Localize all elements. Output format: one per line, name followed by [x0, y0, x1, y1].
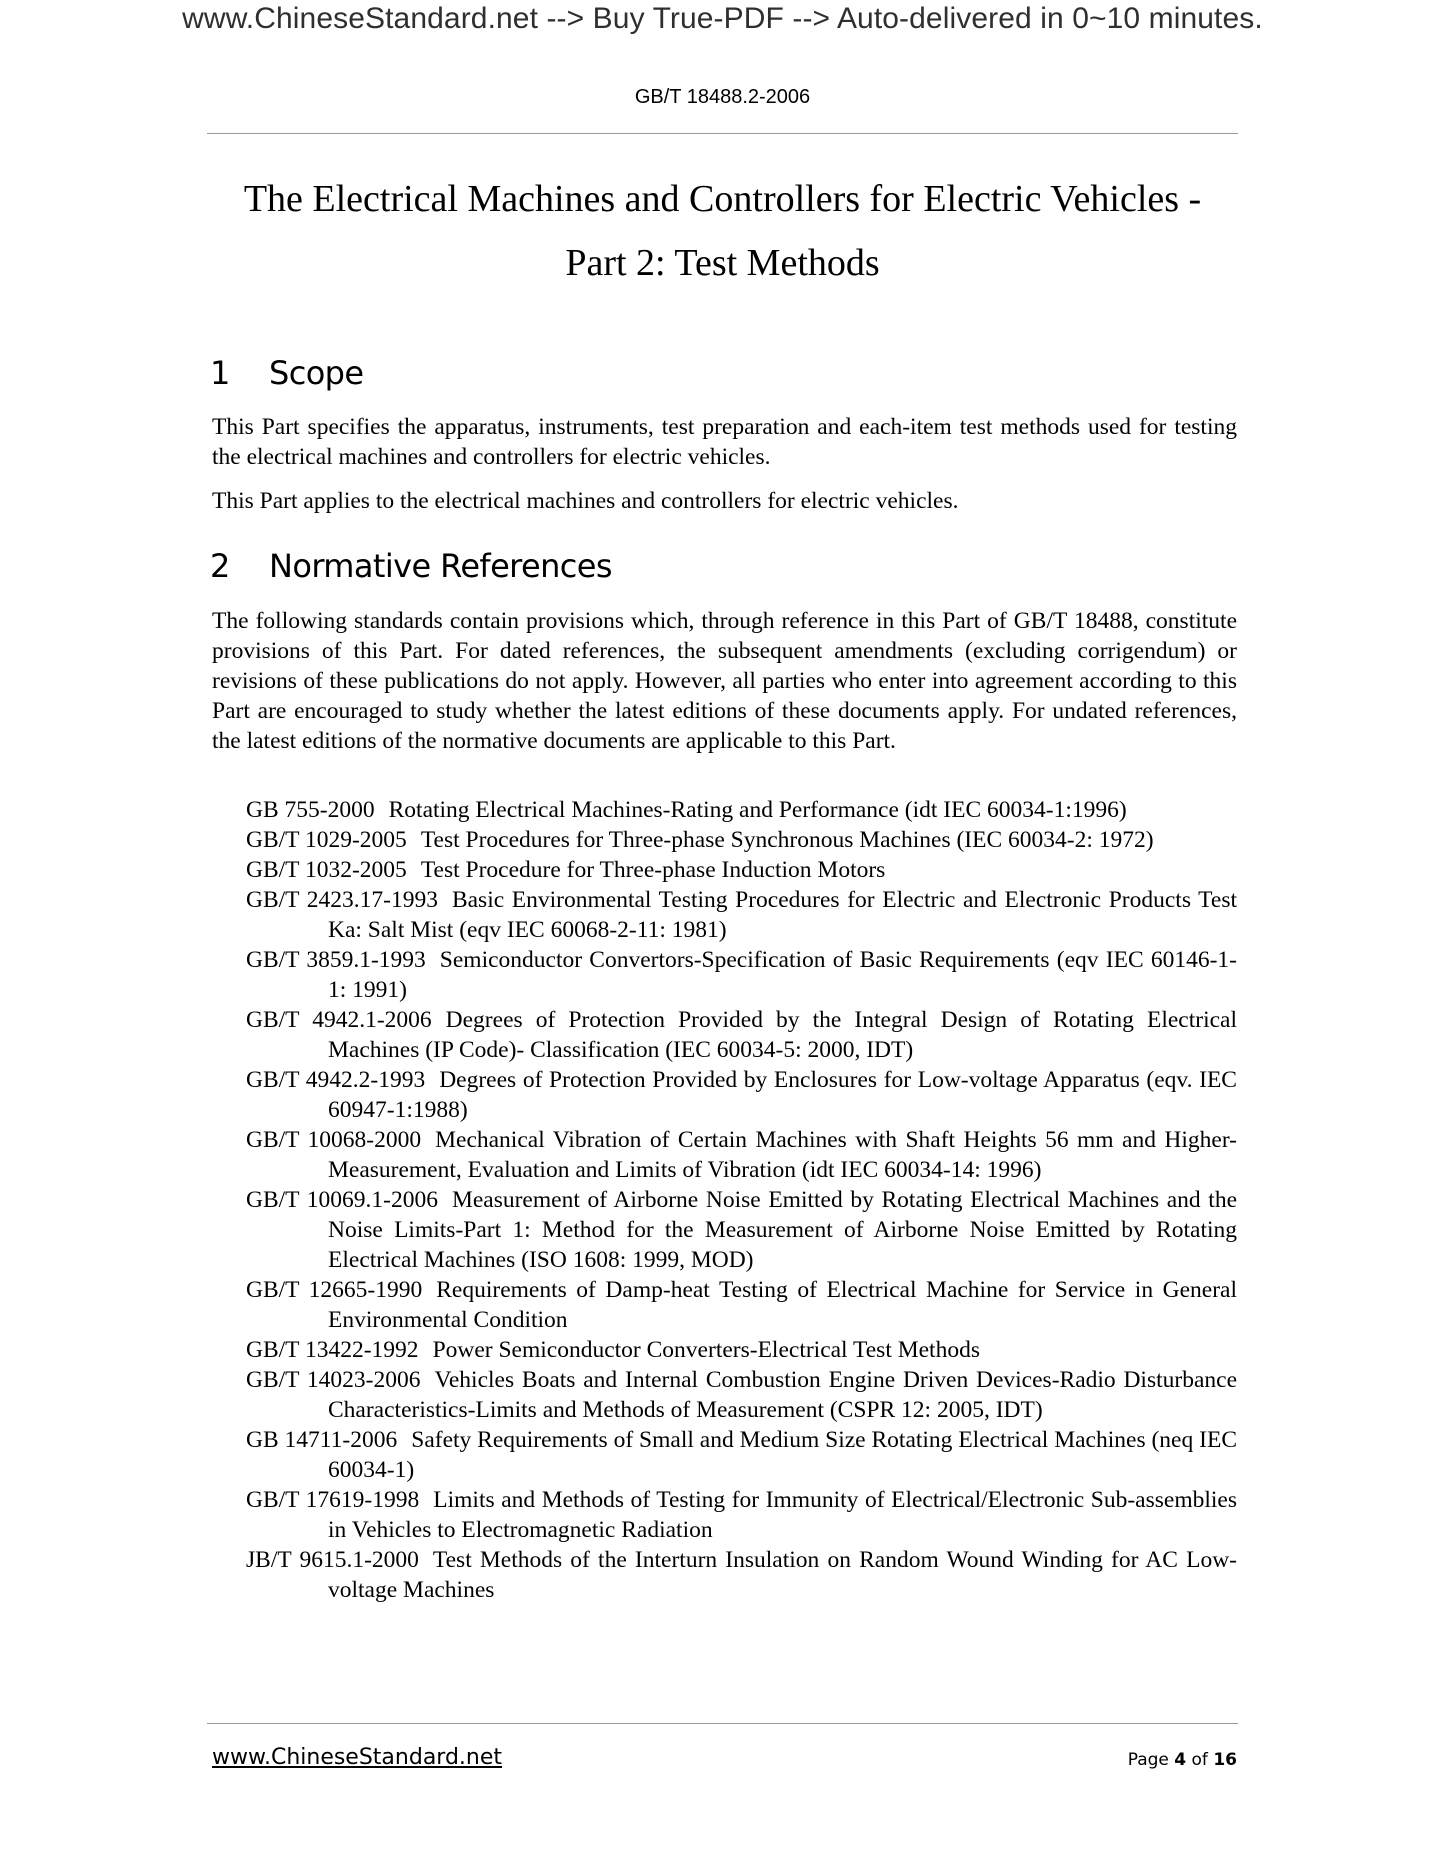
section-title: Scope [269, 354, 364, 392]
reference-item [246, 1005, 1237, 1065]
reference-item [246, 1275, 1237, 1335]
reference-code: GB/T 2423.17-1993 [246, 887, 438, 913]
scope-paragraph-1: This Part specifies the apparatus, instruments, test preparation and each-item test methods used for testing the electrical machines and controllers for electric vehicles. [212, 414, 1237, 470]
page-number [1128, 1750, 1237, 1770]
reference-code: GB/T 17619-1998 [246, 1487, 420, 1513]
section-heading-normative-references [210, 547, 612, 585]
reference-title: Test Procedures for Three-phase Synchronous Machines (IEC 60034-2: 1972) [420, 827, 1154, 853]
reference-item [246, 1485, 1237, 1545]
reference-title: Semiconductor Convertors-Specification of Basic Requirements (eqv IEC 60146-1-1: 1991) [328, 947, 1237, 1003]
section-number: 2 [210, 547, 230, 585]
promo-banner: www.ChineseStandard.net --> Buy True-PDF --> Auto-delivered in 0~10 minutes. [182, 2, 1263, 35]
reference-item [246, 825, 1237, 855]
reference-title: Mechanical Vibration of Certain Machines with Shaft Heights 56 mm and Higher-Measurement, Evaluation and Limits of Vibration (idt IEC 60034-14: 1996) [328, 1127, 1237, 1183]
normative-reference-list [246, 795, 1237, 1605]
references-intro-paragraph: The following standards contain provisions which, through reference in this Part of GB/T 18488, constitute provisions of this Part. For dated references, the subsequent amendments (excluding corrigendum) or revisions of these publications do not apply. However, all parties who enter into agreement according to this Part are encouraged to study whether the latest editions of these documents apply. For undated references, the latest editions of the normative documents are applicable to this Part. [212, 608, 1237, 754]
document-id-header: GB/T 18488.2-2006 [634, 86, 811, 108]
reference-code: JB/T 9615.1-2000 [246, 1547, 419, 1573]
reference-code: GB/T 1029-2005 [246, 827, 407, 853]
reference-code: GB/T 10069.1-2006 [246, 1187, 438, 1213]
reference-title: Vehicles Boats and Internal Combustion Engine Driven Devices-Radio Disturbance Characteristics-Limits and Methods of Measurement (CSPR 12: 2005, IDT) [328, 1367, 1237, 1423]
section-title: Normative References [269, 547, 612, 585]
reference-item [246, 1335, 1237, 1365]
reference-code: GB/T 13422-1992 [246, 1337, 419, 1363]
reference-item [246, 1125, 1237, 1185]
page-of-label: of [1191, 1750, 1208, 1770]
page-total: 16 [1213, 1750, 1237, 1770]
scope-paragraph-2: This Part applies to the electrical machines and controllers for electric vehicles. [212, 488, 959, 514]
page-label: Page [1127, 1750, 1169, 1770]
reference-item [246, 1545, 1237, 1605]
section-heading-scope [210, 354, 364, 392]
page-current: 4 [1174, 1750, 1187, 1770]
footer-divider [207, 1723, 1238, 1724]
reference-title: Test Procedure for Three-phase Induction Motors [420, 857, 886, 883]
reference-title: Requirements of Damp-heat Testing of Electrical Machine for Service in General Environmental Condition [328, 1277, 1237, 1333]
reference-title: Rotating Electrical Machines-Rating and Performance (idt IEC 60034-1:1996) [388, 797, 1127, 823]
reference-item [246, 1065, 1237, 1125]
reference-code: GB/T 3859.1-1993 [246, 947, 426, 973]
reference-title: Limits and Methods of Testing for Immunity of Electrical/Electronic Sub-assemblies in Vehicles to Electromagnetic Radiation [328, 1487, 1237, 1543]
reference-title: Degrees of Protection Provided by the Integral Design of Rotating Electrical Machines (IP Code)- Classification (IEC 60034-5: 2000, IDT) [328, 1007, 1237, 1063]
document-title-line-1: The Electrical Machines and Controllers for Electric Vehicles - [243, 178, 1202, 220]
reference-item [246, 885, 1237, 945]
reference-item [246, 1425, 1237, 1485]
reference-item [246, 795, 1237, 825]
reference-code: GB/T 10068-2000 [246, 1127, 422, 1153]
reference-title: Safety Requirements of Small and Medium Size Rotating Electrical Machines (neq IEC 60034-1) [328, 1427, 1237, 1483]
reference-code: GB/T 4942.2-1993 [246, 1067, 426, 1093]
reference-title: Degrees of Protection Provided by Enclosures for Low-voltage Apparatus (eqv. IEC 60947-1:1988) [328, 1067, 1237, 1123]
reference-code: GB 14711-2006 [246, 1427, 398, 1453]
reference-item [246, 855, 1237, 885]
reference-code: GB 755-2000 [246, 797, 375, 823]
reference-item [246, 945, 1237, 1005]
reference-title: Measurement of Airborne Noise Emitted by Rotating Electrical Machines and the Noise Limits-Part 1: Method for the Measurement of Airborne Noise Emitted by Rotating Electrical Machines (ISO 1608: 1999, MOD) [328, 1187, 1237, 1273]
reference-item [246, 1185, 1237, 1275]
reference-title: Basic Environmental Testing Procedures for Electric and Electronic Products Test Ka: Salt Mist (eqv IEC 60068-2-11: 1981) [328, 887, 1237, 943]
reference-code: GB/T 14023-2006 [246, 1367, 421, 1393]
reference-code: GB/T 1032-2005 [246, 857, 407, 883]
reference-item [246, 1365, 1237, 1425]
reference-title: Power Semiconductor Converters-Electrical Test Methods [432, 1337, 980, 1363]
section-number: 1 [210, 354, 230, 392]
reference-code: GB/T 4942.1-2006 [246, 1007, 432, 1033]
reference-code: GB/T 12665-1990 [246, 1277, 423, 1303]
header-divider [207, 133, 1238, 134]
reference-title: Test Methods of the Interturn Insulation on Random Wound Winding for AC Low-voltage Machines [328, 1547, 1238, 1603]
document-title-line-2: Part 2: Test Methods [565, 242, 880, 284]
footer-website-link[interactable]: www.ChineseStandard.net [212, 1745, 503, 1770]
